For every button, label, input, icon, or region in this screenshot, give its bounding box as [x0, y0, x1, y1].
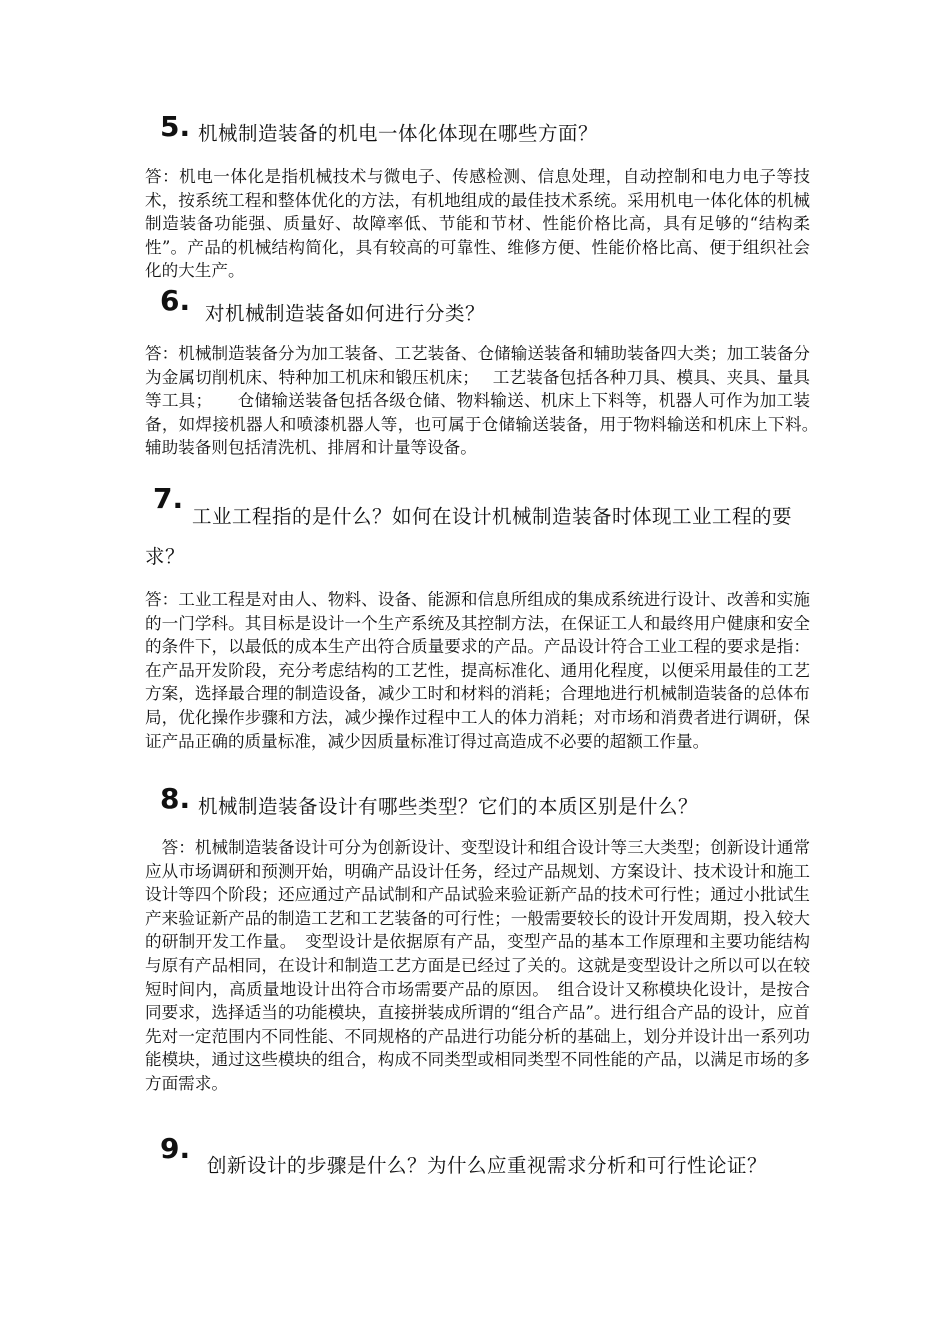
answer-5: 答：机电一体化是指机械技术与微电子、传感检测、信息处理，自动控制和电力电子等技术，按系统工程和整体优化的方法，有机地组成的最佳技术系统。采用机电一体化体的机械制造装备功能强、质量好、故障率低、节能和节材、性能价格比高，具有足够的“结构柔性”。产品的机械结构简化，具有较高的可靠性、维修方便、性能价格比高、便于组织社会化的大生产。 — [145, 167, 810, 281]
answer-8: 答：机械制造装备设计可分为创新设计、变型设计和组合设计等三大类型；创新设计通常应从市场调研和预测开始，明确产品设计任务，经过产品规划、方案设计、技术设计和施工设计等四个阶段；还应通过产品试制和产品试验来验证新产品的技术可行性；通过小批试生产来验证新产品的制造工艺和工艺装备的可行性；一般需要较长的设计开发周期，投入较大的研制开发工作量。 变型设计是依据原有产品，变型产品的基本工作原理和主要功能结构与原有产品相同，在设计和制造工艺方面是已经过了关的。这就是变型设计之所以可以在较短时间内，高质量地设计出符合市场需要产品的原因。 组合设计又称模块化设计，是按合同要求，选择适当的功能模块，直接拼装成所谓的“组合产品”。进行组合产品的设计，应首先对一定范围内不同性能、不同规格的产品进行功能分析的基础上，划分并设计出一系列功能模块，通过这些模块的组合，构成不同类型或相同类型不同性能的产品，以满足市场的多方面需求。 — [145, 838, 810, 1093]
question-title-7: 工业工程指的是什么？如何在设计机械制造装备时体现工业工程的要求？ — [145, 505, 793, 568]
question-number-6: 6. — [160, 284, 191, 317]
answer-6: 答：机械制造装备分为加工装备、工艺装备、仓储输送装备和辅助装备四大类；加工装备分为金属切削机床、特种加工机床和锻压机床； 工艺装备包括各种刀具、模具、夹具、量具等工具； 仓储输送装备包括各级仓储、物料输送、机床上下料等，机器人可作为加工装备，如焊接机器人和喷漆机器人等，也可属于仓储输送装备，用于物料输送和机床上下料。 辅助装备则包括清洗机、排屑和计量等设备。 — [145, 344, 827, 458]
question-number-5: 5. — [160, 110, 191, 143]
question-number-8: 8. — [160, 782, 191, 815]
question-title-6: 对机械制造装备如何进行分类？ — [205, 302, 486, 325]
question-number-9: 9. — [160, 1132, 191, 1165]
question-title-9: 创新设计的步骤是什么？为什么应重视需求分析和可行性论证？ — [207, 1154, 768, 1177]
answer-7: 答：工业工程是对由人、物料、设备、能源和信息所组成的集成系统进行设计、改善和实施的一门学科。其目标是设计一个生产系统及其控制方法，在保证工人和最终用户健康和安全的条件下，以最低的成本生产出符合质量要求的产品。产品设计符合工业工程的要求是指：在产品开发阶段，充分考虑结构的工艺性，提高标准化、通用化程度，以便采用最佳的工艺方案，选择最合理的制造设备，减少工时和材料的消耗；合理地进行机械制造装备的总体布局，优化操作步骤和方法，减少操作过程中工人的体力消耗；对市场和消费者进行调研，保证产品正确的质量标准，减少因质量标准订得过高造成不必要的超额工作量。 — [145, 590, 810, 751]
question-title-5: 机械制造装备的机电一体化体现在哪些方面？ — [198, 122, 599, 145]
question-number-7: 7. — [153, 482, 184, 515]
question-title-8: 机械制造装备设计有哪些类型？它们的本质区别是什么？ — [198, 795, 699, 818]
